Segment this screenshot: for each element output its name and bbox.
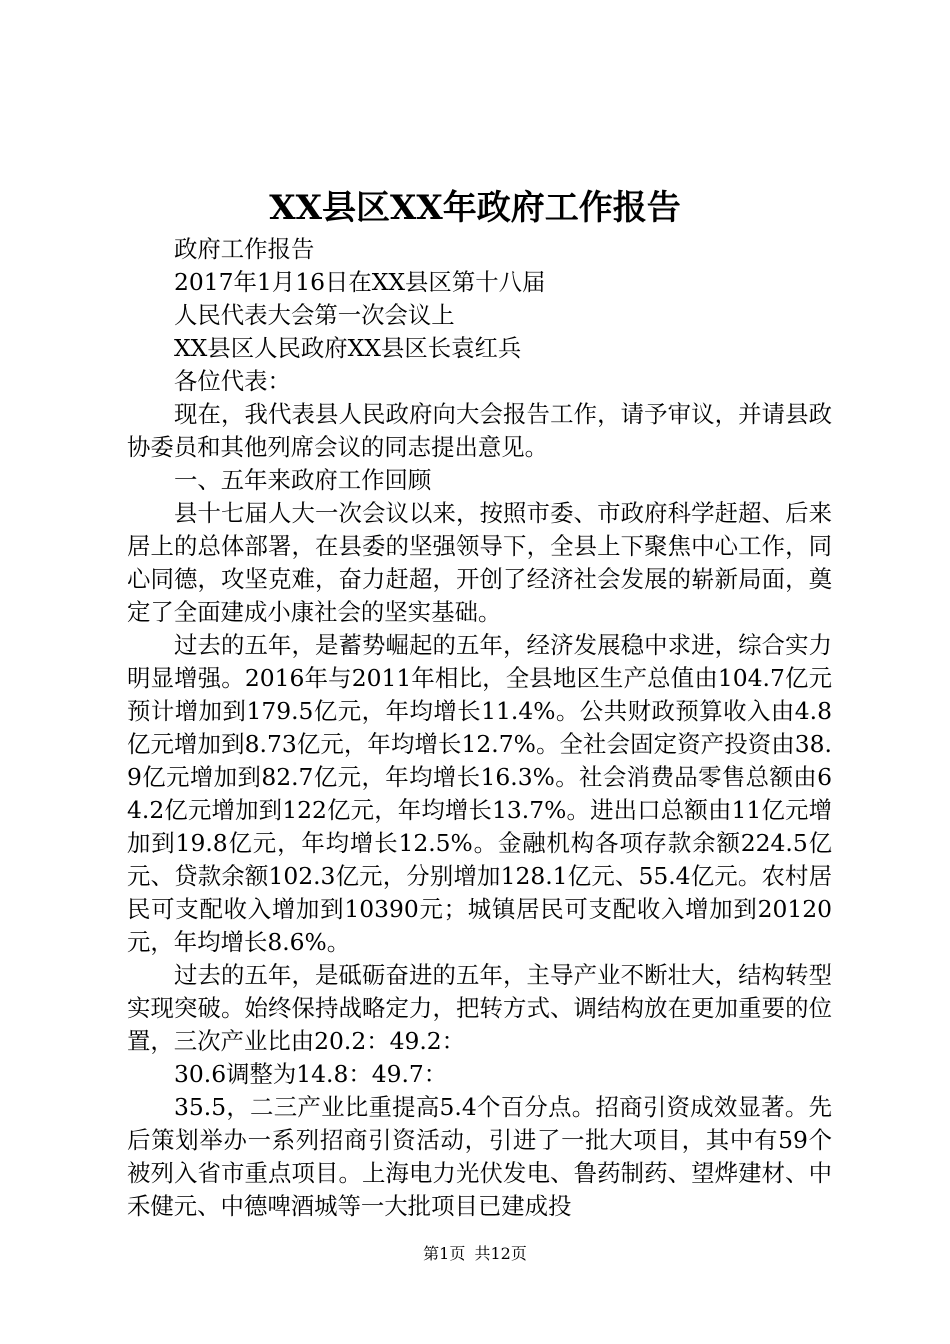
paragraph-speaker-line: XX县区人民政府XX县区长袁红兵 (174, 334, 522, 362)
paragraph-review-overview: 县十七届人大一次会议以来，按照市委、市政府科学赶超、后来居上的总体部署，在县委的坚强领导下，全县上下聚焦中心工作，同心同德，攻坚克难，奋力赶超，开创了经济社会发展的崭新局面，奠定了全面建成小康社会的坚实基础。 (127, 499, 832, 626)
document-title: XX县区XX年政府工作报告 (269, 188, 681, 228)
paragraph-heading-label: 政府工作报告 (174, 235, 315, 263)
paragraph-meeting-line: 人民代表大会第一次会议上 (174, 301, 455, 329)
paragraph-industry-structure: 过去的五年，是砥砺奋进的五年，主导产业不断壮大，结构转型实现突破。始终保持战略定力，把转方式、调结构放在更加重要的位置，三次产业比由20.2：49.2： (127, 961, 832, 1055)
paragraph-date-line: 2017年1月16日在XX县区第十八届 (174, 268, 546, 296)
paragraph-section-heading: 一、五年来政府工作回顾 (174, 466, 432, 494)
document-body (127, 233, 832, 1223)
paragraph-intro: 现在，我代表县人民政府向大会报告工作，请予审议，并请县政协委员和其他列席会议的同志提出意见。 (127, 400, 832, 461)
page-total: 共12页 (474, 1244, 527, 1263)
paragraph-investment: 35.5，二三产业比重提高5.4个百分点。招商引资成效显著。先后策划举办一系列招商引资活动，引进了一批大项目，其中有59个被列入省市重点项目。上海电力光伏发电、鲁药制药、望烨建材、中禾健元、中德啤酒城等一大批项目已建成投 (127, 1093, 832, 1220)
paragraph-economic-growth: 过去的五年，是蓄势崛起的五年，经济发展稳中求进，综合实力明显增强。2016年与2011年相比，全县地区生产总值由104.7亿元预计增加到179.5亿元，年均增长11.4%。公共财政预算收入由4.8亿元增加到8.73亿元，年均增长12.7%。全社会固定资产投资由38.9亿元增加到82.7亿元，年均增长16.3%。社会消费品零售总额由64.2亿元增加到122亿元，年均增长13.7%。进出口总额由11亿元增加到19.8亿元，年均增长12.5%。金融机构各项存款余额224.5亿元、贷款余额102.3亿元，分别增加128.1亿元、55.4亿元。农村居民可支配收入增加到10390元；城镇居民可支配收入增加到20120元，年均增长8.6%。 (127, 631, 832, 956)
page-number: 第1页 (423, 1244, 466, 1263)
paragraph-salutation: 各位代表： (174, 367, 291, 395)
page-footer (0, 1244, 950, 1264)
paragraph-ratio-adjustment: 30.6调整为14.8：49.7： (174, 1060, 448, 1088)
